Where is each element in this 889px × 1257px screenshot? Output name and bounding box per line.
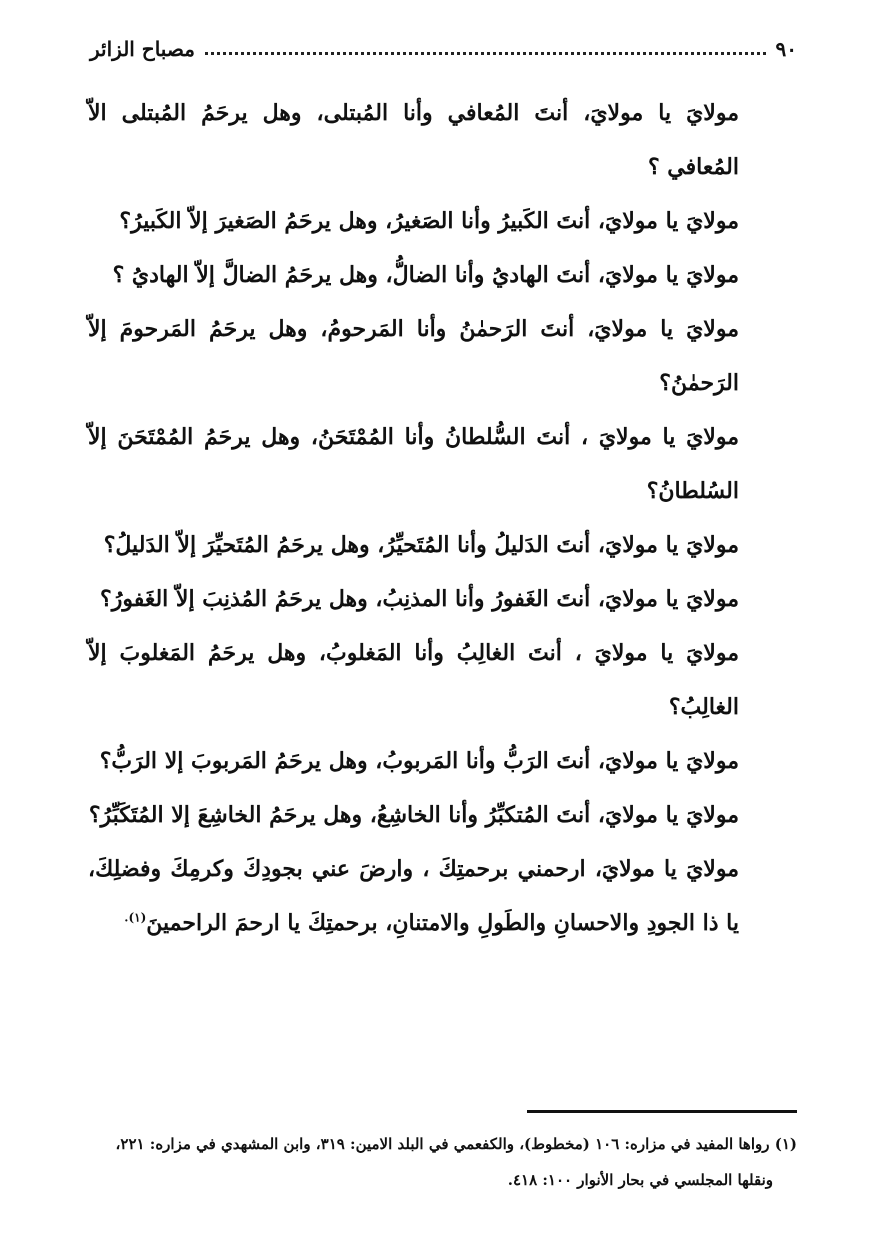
page-number: ٩٠ xyxy=(775,37,797,61)
footnote-line: (١) رواها المفيد في مزاره: ١٠٦ (مخطوط)، والكفعمي في البلد الامين: ٣١٩، وابن المشهدي في مزاره: ٢٢١، xyxy=(115,1135,797,1153)
page-header xyxy=(90,34,797,64)
footnotes xyxy=(90,1126,797,1198)
paragraph: مولايَ يا مولايَ، أنتَ الرَحمٰنُ وأنا المَرحومُ، وهل يرحَمُ المَرحومَ إلاّ الرَحمٰنُ؟ xyxy=(88,316,740,396)
paragraph: مولايَ يا مولايَ، أنتَ المُعافي وأنا المُبتلى، وهل يرحَمُ المُبتلى الاّ المُعافي ؟ xyxy=(88,100,739,180)
paragraph: مولايَ يا مولايَ، أنتَ الغَفورُ وأنا المذنِبُ، وهل يرحَمُ المُذنِبَ إلاّ الغَفورُ؟ xyxy=(100,586,739,612)
paragraph: مولايَ يا مولايَ، أنتَ الهاديُ وأنا الضالُّ، وهل يرحَمُ الضالَّ إلاّ الهاديُ ؟ xyxy=(112,262,739,288)
paragraph: مولايَ يا مولايَ، أنتَ الرَبُّ وأنا المَربوبُ، وهل يرحَمُ المَربوبَ إلا الرَبُّ؟ xyxy=(99,748,739,774)
footnote-line: ونقلها المجلسي في بحار الأنوار ١٠٠: ٤١٨. xyxy=(507,1171,773,1189)
paragraph-final-text: مولايَ يا مولايَ، ارحمني برحمتِكَ ، وارضَ عني بجودِكَ وكرمِكَ وفضلِكَ، يا ذا الجودِ والاحسانِ والطَولِ والامتنانِ، برحمتِكَ يا ارحمَ الراحمينَ xyxy=(88,856,739,936)
supplication-text xyxy=(88,86,739,950)
paragraph: مولايَ يا مولايَ ، أنتَ السُّلطانُ وأنا المُمْتَحَنُ، وهل يرحَمُ المُمْتَحَنَ إلاّ السُلطانُ؟ xyxy=(88,424,739,504)
paragraph: مولايَ يا مولايَ، أنتَ الكَبيرُ وأنا الصَغيرُ، وهل يرحَمُ الصَغيرَ إلاّ الكَبيرُ؟ xyxy=(119,208,739,234)
footnote-marker[interactable]: (١). xyxy=(124,910,147,925)
header-dot-leader xyxy=(205,52,766,55)
paragraph-final xyxy=(88,842,739,950)
footnote-separator xyxy=(527,1110,797,1113)
paragraph: مولايَ يا مولايَ ، أنتَ الغالِبُ وأنا المَغلوبُ، وهل يرحَمُ المَغلوبَ إلاّ الغالِبُ؟ xyxy=(88,640,739,720)
running-title: مصباح الزائر xyxy=(90,37,195,61)
paragraph: مولايَ يا مولايَ، أنتَ الدَليلُ وأنا المُتَحيِّرُ، وهل يرحَمُ المُتَحيِّرَ إلاّ الدَليلُ؟ xyxy=(103,532,739,558)
paragraph: مولايَ يا مولايَ، أنتَ المُتكبِّرُ وأنا الخاشِعُ، وهل يرحَمُ الخاشِعَ إلا المُتَكَبِّرُ؟ xyxy=(88,802,739,828)
